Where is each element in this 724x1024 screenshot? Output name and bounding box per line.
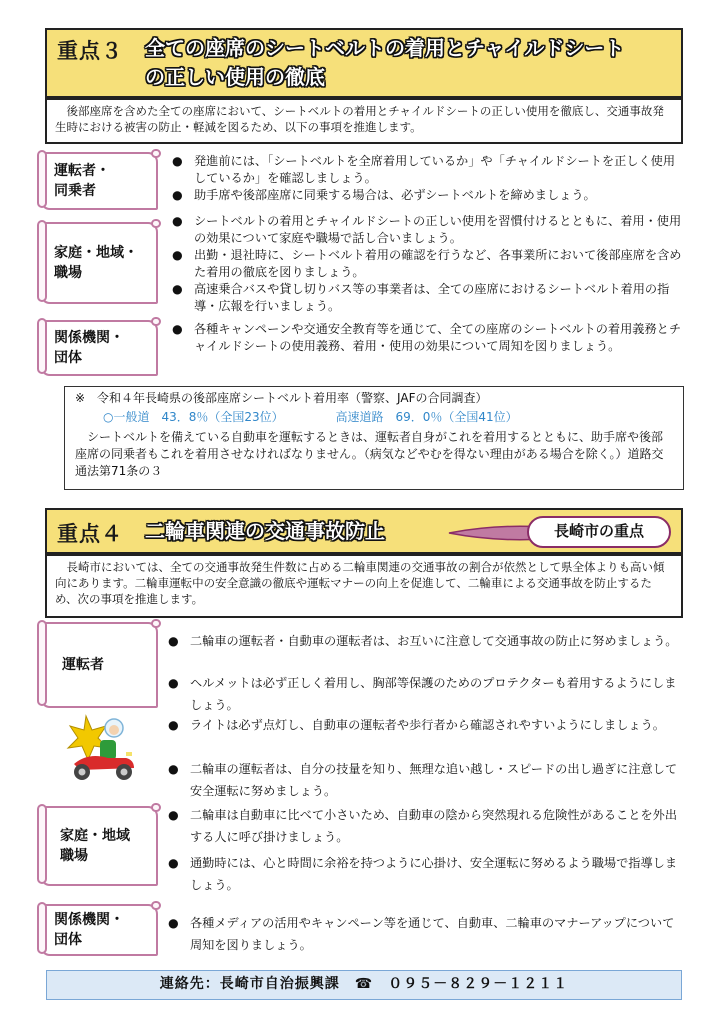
section3-header: [45, 28, 683, 98]
section3-title-line2: の正しい使用の徹底: [145, 65, 325, 89]
section3-number: 重点３: [57, 39, 123, 63]
section3-title-line1: 全ての座席のシートベルトの着用とチャイルドシート: [145, 36, 625, 60]
label-driver-passenger: [40, 152, 158, 210]
label-line1: 関係機関・: [54, 330, 124, 346]
bullet-icon: ●: [168, 634, 179, 648]
label-line2: 団体: [54, 932, 82, 948]
seatbelt-rate-note: [64, 386, 684, 490]
bullet-icon: ●: [168, 762, 179, 776]
list-item: ● 二輪車は自動車に比べて小さいため、自動車の陰から突然現れる危険性があることを外出する人に呼び掛けましょう。: [168, 804, 684, 848]
section4-number: 重点４: [57, 522, 123, 546]
list-item: ● 助手席や後部座席に同乗する場合は、必ずシートベルトを締めましょう。: [172, 188, 596, 202]
bullet-icon: ●: [168, 916, 179, 930]
note-heading: ※ 令和４年長崎県の後部座席シートベルト着用率（警察、JAFの合同調査）: [75, 391, 488, 405]
label-line2: 団体: [54, 350, 82, 366]
nagasaki-priority-badge: 長崎市の重点: [527, 516, 671, 548]
label-home-community-workplace: [40, 222, 158, 304]
bullet-icon: ●: [168, 808, 179, 822]
label-driver: [40, 622, 158, 708]
list-item: ● ヘルメットは必ず正しく着用し、胸部等保護のためのプロテクターも着用するようにしましょう。: [168, 672, 684, 716]
label-line1: 家庭・地域: [60, 828, 130, 844]
label-agencies-organizations-2: [40, 904, 158, 956]
stat-general-road: ○一般道 43．8％（全国23位）: [103, 410, 284, 424]
label-agencies-organizations: [40, 320, 158, 376]
bullet-icon: ●: [172, 322, 183, 336]
bullet-icon: ●: [172, 188, 183, 202]
list-item: ● 出勤・退社時に、シートベルト着用の確認を行うなど、各事業所において後部座席を含めた着用の徹底を図りましょう。: [172, 248, 682, 279]
label-line1: 家庭・地域・: [54, 245, 138, 261]
motorcycle-rider-illustration: [64, 712, 144, 782]
label-line2: 職場: [54, 265, 82, 281]
list-item: ● シートベルトの着用とチャイルドシートの正しい使用を習慣付けるとともに、着用・使用の効果について家庭や職場で話し合いましょう。: [172, 214, 682, 245]
label-line1: 関係機関・: [54, 912, 124, 928]
section4-title: 二輪車関連の交通事故防止: [145, 519, 385, 543]
contact-footer: 連絡先：長崎市自治振興課 ☎ ０９５－８２９－１２１１: [46, 970, 682, 1000]
bullet-icon: ●: [168, 856, 179, 870]
label-line2: 同乗者: [54, 183, 96, 199]
label-line1: 運転者・: [54, 163, 110, 179]
note-body: シートベルトを備えている自動車を運転するときは、運転者自身がこれを着用するとともに、助手席や後部座席の同乗者もこれを着用させなければなりません。（病気などやむを得ない理由がある場合を除く。）道路交通法第71条の３: [75, 430, 664, 478]
list-item: ● 各種キャンペーンや交通安全教育等を通じて、全ての座席のシートベルトの着用義務とチャイルドシートの使用義務、着用・使用の効果について周知を図りましょう。: [172, 322, 682, 353]
bullet-icon: ●: [168, 676, 179, 690]
bullet-icon: ●: [172, 214, 183, 228]
bullet-icon: ●: [172, 248, 183, 262]
section3-intro: 後部座席を含めた全ての座席において、シートベルトの着用とチャイルドシートの正しい使用を徹底し、交通事故発生時における被害の防止・軽減を図るため、以下の事項を推進します。: [45, 98, 683, 144]
bullet-icon: ●: [172, 154, 183, 168]
label-line1: 運転者: [62, 657, 104, 673]
section4-header: [45, 508, 683, 554]
list-item: ● 二輪車の運転者は、自分の技量を知り、無理な追い越し・スピードの出し過ぎに注意して安全運転に努めましょう。: [168, 758, 684, 802]
label-home-community-workplace-2: [40, 806, 158, 886]
list-item: ● 発進前には、「シートベルトを全席着用しているか」や「チャイルドシートを正しく使用しているか」を確認しましょう。: [172, 154, 676, 185]
stat-expressway: 高速道路 69．0％（全国41位）: [335, 410, 518, 424]
bullet-icon: ●: [172, 282, 183, 296]
bullet-icon: ●: [168, 718, 179, 732]
list-item: ● ライトは必ず点灯し、自動車の運転者や歩行者から確認されやすいようにしましょう。: [168, 714, 684, 736]
section4-intro: 長崎市においては、全ての交通事故発生件数に占める二輪車関連の交通事故の割合が依然として県全体よりも高い傾向にあります。二輪車運転中の安全意識の徹底や運転マナーの向上を促進して、二輪車による交通事故を防止するため、次の事項を推進します。: [45, 554, 683, 618]
label-line2: 職場: [60, 848, 88, 864]
list-item: ● 二輪車の運転者・自動車の運転者は、お互いに注意して交通事故の防止に努めましょう。: [168, 630, 684, 652]
list-item: ● 通勤時には、心と時間に余裕を持つように心掛け、安全運転に努めるよう職場で指導しましょう。: [168, 852, 684, 896]
list-item: ● 高速乗合バスや貸し切りバス等の事業者は、全ての座席におけるシートベルト着用の指導・広報を行いましょう。: [172, 282, 670, 313]
list-item: ● 各種メディアの活用やキャンペーン等を通じて、自動車、二輪車のマナーアップについて周知を図りましょう。: [168, 912, 684, 956]
